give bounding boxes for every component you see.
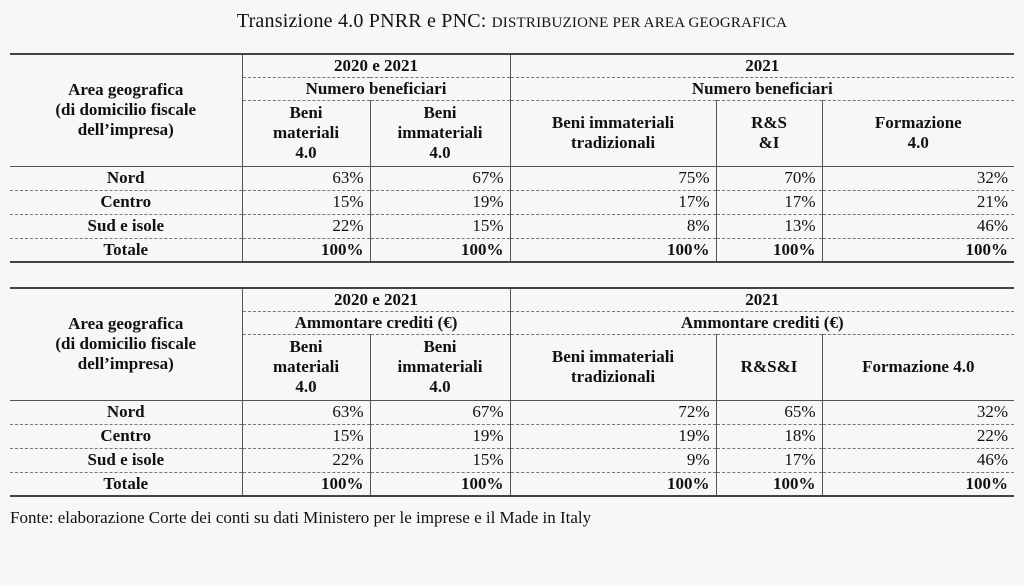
- row-label: Totale: [103, 473, 149, 493]
- cell: 100%: [370, 472, 510, 496]
- cell: 63%: [242, 400, 370, 424]
- cell: 21%: [822, 190, 1014, 214]
- group1-measure: Ammontare crediti (€): [242, 311, 510, 334]
- title-rest: DISTRIBUZIONE PER AREA GEOGRAFICA: [491, 15, 788, 31]
- cell: 100%: [822, 472, 1014, 496]
- col-header-beni-materiali: Beni materiali 4.0: [242, 334, 370, 400]
- cell: 15%: [242, 190, 370, 214]
- row-label: Nord: [106, 402, 145, 421]
- cell: 100%: [822, 238, 1014, 262]
- row-label: Nord: [106, 168, 145, 187]
- table-row: [10, 424, 1014, 448]
- col-header-beni-tradizionali: Beni immateriali tradizionali: [510, 334, 716, 400]
- group2-measure: Numero beneficiari: [510, 77, 1014, 100]
- table-row: [10, 214, 1014, 238]
- col-header-beni-immateriali: Beni immateriali 4.0: [370, 100, 510, 166]
- cell: 15%: [242, 424, 370, 448]
- col-header-beni-tradizionali: Beni immateriali tradizionali: [510, 100, 716, 166]
- cell: 70%: [716, 166, 822, 190]
- cell: 67%: [370, 400, 510, 424]
- page-title: [0, 10, 1024, 33]
- cell: 46%: [822, 214, 1014, 238]
- cell: 18%: [716, 424, 822, 448]
- table-row: [10, 448, 1014, 472]
- cell: 46%: [822, 448, 1014, 472]
- source-note: Fonte: elaborazione Corte dei conti su dati Ministero per le imprese e il Made in Italy: [10, 508, 592, 527]
- title-main: Transizione 4.0 PNRR e PNC:: [236, 10, 487, 32]
- cell: 13%: [716, 214, 822, 238]
- cell: 100%: [242, 238, 370, 262]
- col-header-rsi: R&S&I: [716, 334, 822, 400]
- col-header-beni-immateriali: Beni immateriali 4.0: [370, 334, 510, 400]
- cell: 22%: [242, 448, 370, 472]
- group2-period: 2021: [510, 54, 1014, 77]
- cell: 63%: [242, 166, 370, 190]
- row-label: Sud e isole: [87, 216, 165, 235]
- cell: 17%: [716, 448, 822, 472]
- group1-measure: Numero beneficiari: [242, 77, 510, 100]
- table-row-total: [10, 238, 1014, 262]
- cell: 9%: [510, 448, 716, 472]
- row-label: Sud e isole: [87, 450, 165, 469]
- table-row: [10, 190, 1014, 214]
- cell: 19%: [510, 424, 716, 448]
- col-header-rsi: R&S &I: [716, 100, 822, 166]
- cell: 32%: [822, 400, 1014, 424]
- area-header: Area geografica (di domicilio fiscale dell’impresa): [10, 54, 242, 166]
- col-header-formazione: Formazione 4.0: [822, 334, 1014, 400]
- col-header-beni-materiali: Beni materiali 4.0: [242, 100, 370, 166]
- cell: 17%: [510, 190, 716, 214]
- cell: 15%: [370, 448, 510, 472]
- cell: 15%: [370, 214, 510, 238]
- cell: 100%: [510, 472, 716, 496]
- cell: 65%: [716, 400, 822, 424]
- cell: 72%: [510, 400, 716, 424]
- group1-period: 2020 e 2021: [242, 54, 510, 77]
- cell: 100%: [716, 472, 822, 496]
- row-label: Centro: [100, 426, 152, 445]
- table-row: [10, 166, 1014, 190]
- row-label: Centro: [100, 192, 152, 211]
- cell: 67%: [370, 166, 510, 190]
- cell: 100%: [510, 238, 716, 262]
- area-header: Area geografica (di domicilio fiscale dell’impresa): [10, 288, 242, 400]
- table-beneficiaries: [10, 53, 1014, 263]
- group1-period: 2020 e 2021: [242, 288, 510, 311]
- table-credits: [10, 287, 1014, 497]
- table-row: [10, 400, 1014, 424]
- group2-period: 2021: [510, 288, 1014, 311]
- cell: 17%: [716, 190, 822, 214]
- col-header-formazione: Formazione 4.0: [822, 100, 1014, 166]
- cell: 32%: [822, 166, 1014, 190]
- group2-measure: Ammontare crediti (€): [510, 311, 1014, 334]
- cell: 100%: [370, 238, 510, 262]
- cell: 19%: [370, 190, 510, 214]
- cell: 22%: [242, 214, 370, 238]
- cell: 19%: [370, 424, 510, 448]
- table-row-total: [10, 472, 1014, 496]
- row-label: Totale: [103, 239, 149, 259]
- cell: 100%: [242, 472, 370, 496]
- cell: 22%: [822, 424, 1014, 448]
- cell: 75%: [510, 166, 716, 190]
- cell: 100%: [716, 238, 822, 262]
- cell: 8%: [510, 214, 716, 238]
